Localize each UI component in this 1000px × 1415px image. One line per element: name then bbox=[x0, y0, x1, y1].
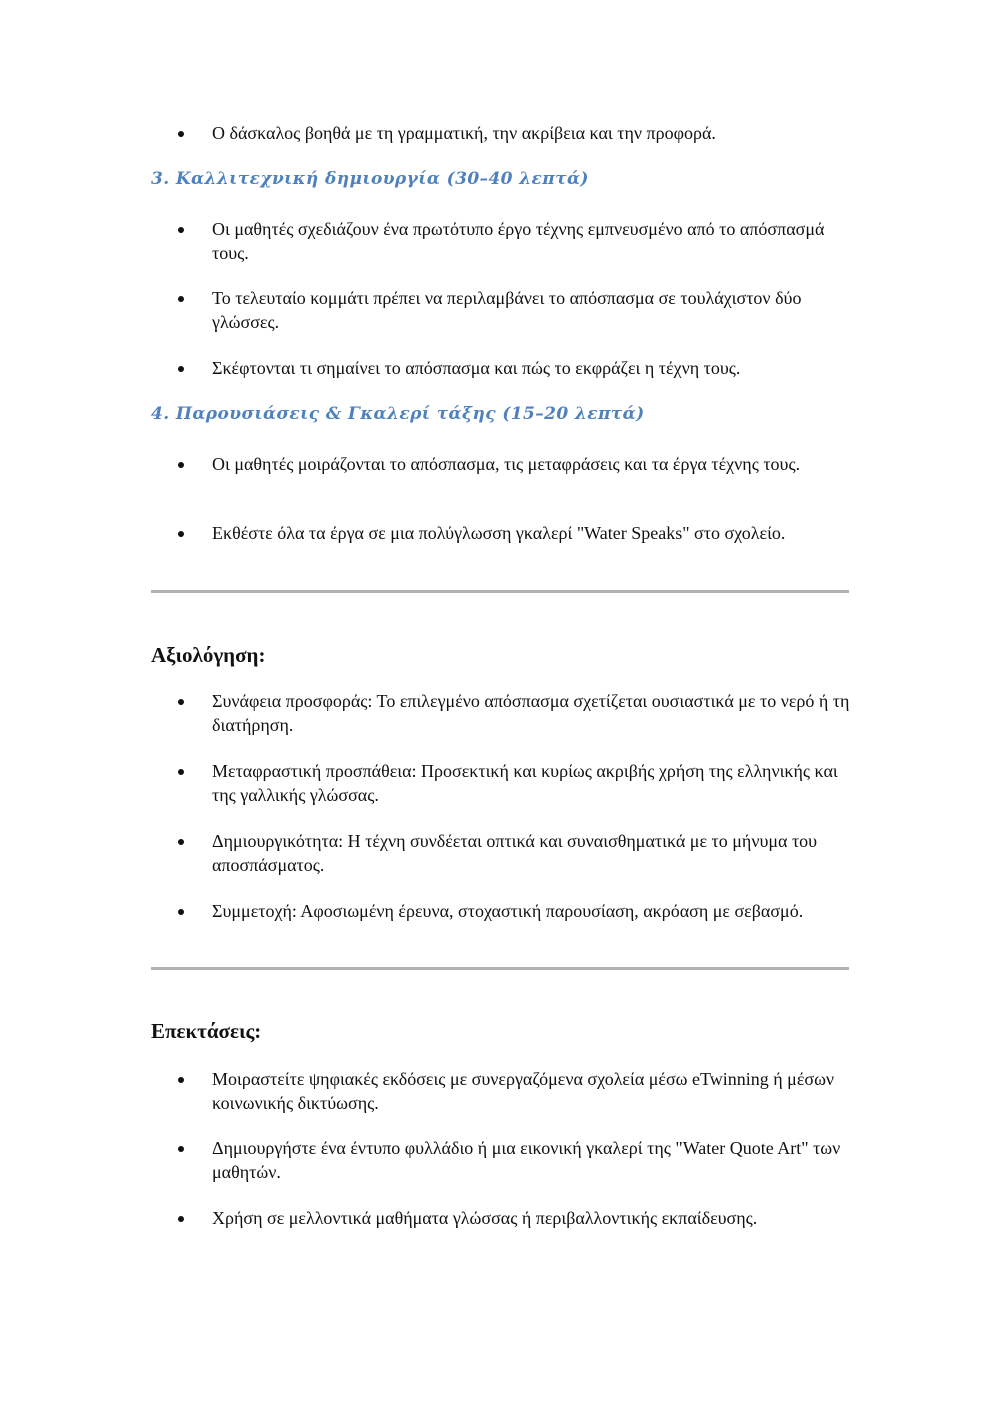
extensions-heading: Επεκτάσεις: bbox=[151, 1019, 262, 1043]
list-item: Χρήση σε μελλοντικά μαθήματα γλώσσας ή περιβαλλοντικής εκπαίδευσης. bbox=[212, 1206, 852, 1230]
list-item: Οι μαθητές σχεδιάζουν ένα πρωτότυπο έργο τέχνης εμπνευσμένο από το απόσπασμά τους. bbox=[212, 217, 852, 265]
list-item: Συνάφεια προσφοράς: Το επιλεγμένο απόσπασμα σχετίζεται ουσιαστικά με το νερό ή τη διατήρηση. bbox=[212, 689, 852, 737]
horizontal-divider bbox=[151, 967, 849, 970]
section-heading-art-creation: 3. Καλλιτεχνική δημιουργία (30–40 λεπτά) bbox=[151, 169, 589, 189]
list-item: Σκέφτονται τι σημαίνει το απόσπασμα και πώς το εκφράζει η τέχνη τους. bbox=[212, 356, 852, 380]
list-item: Οι μαθητές μοιράζονται το απόσπασμα, τις μεταφράσεις και τα έργα τέχνης τους. bbox=[212, 452, 852, 476]
list-item: Το τελευταίο κομμάτι πρέπει να περιλαμβάνει το απόσπασμα σε τουλάχιστον δύο γλώσσες. bbox=[212, 286, 852, 334]
list-item: Μεταφραστική προσπάθεια: Προσεκτική και κυρίως ακριβής χρήση της ελληνικής και της γαλλικής γλώσσας. bbox=[212, 759, 852, 807]
section-heading-presentations: 4. Παρουσιάσεις & Γκαλερί τάξης (15–20 λεπτά) bbox=[151, 404, 645, 424]
list-item: Συμμετοχή: Αφοσιωμένη έρευνα, στοχαστική παρουσίαση, ακρόαση με σεβασμό. bbox=[212, 899, 852, 923]
list-item: Δημιουργήστε ένα έντυπο φυλλάδιο ή μια εικονική γκαλερί της "Water Quote Art" των μαθητών. bbox=[212, 1136, 852, 1184]
list-item: Μοιραστείτε ψηφιακές εκδόσεις με συνεργαζόμενα σχολεία μέσω eTwinning ή μέσων κοινωνικής δικτύωσης. bbox=[212, 1067, 852, 1115]
list-item: Ο δάσκαλος βοηθά με τη γραμματική, την ακρίβεια και την προφορά. bbox=[212, 121, 852, 145]
list-item: Εκθέστε όλα τα έργα σε μια πολύγλωσση γκαλερί "Water Speaks" στο σχολείο. bbox=[212, 521, 852, 545]
horizontal-divider bbox=[151, 590, 849, 593]
assessment-heading: Αξιολόγηση: bbox=[151, 643, 266, 667]
list-item: Δημιουργικότητα: Η τέχνη συνδέεται οπτικά και συναισθηματικά με το μήνυμα του αποσπάσματος. bbox=[212, 829, 852, 877]
